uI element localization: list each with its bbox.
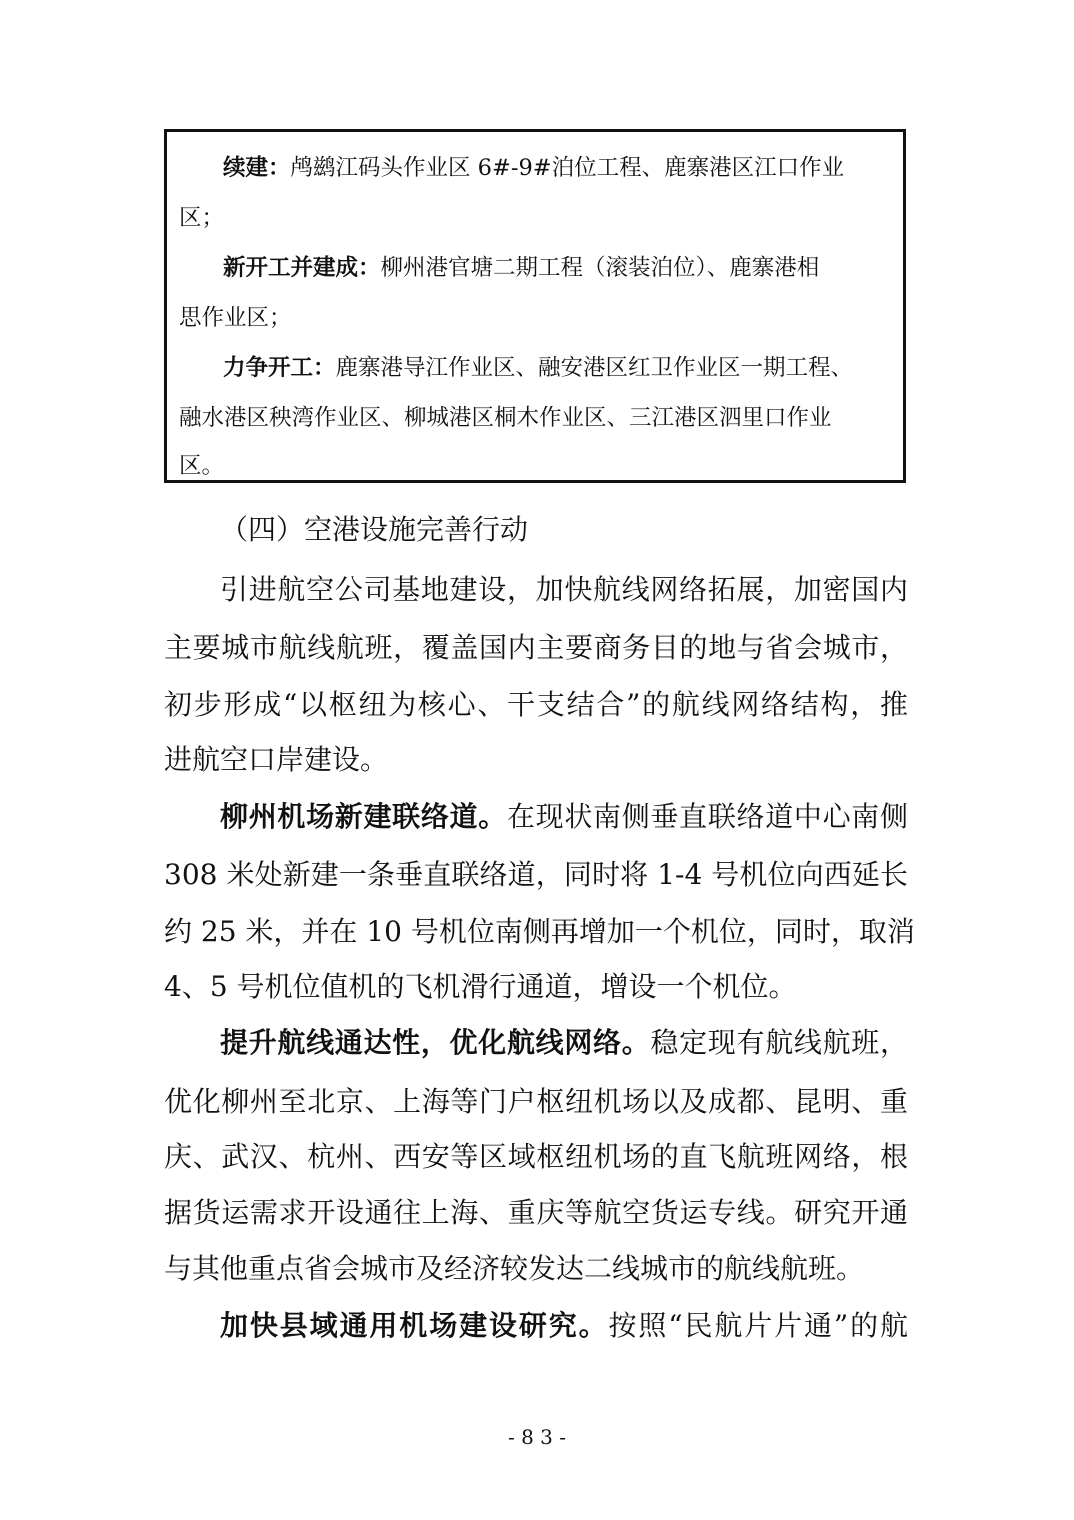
para1-line3: 初步形成“以枢纽为核心、干支结合”的航线网络结构，推 xyxy=(164,688,908,721)
para3-line5: 与其他重点省会城市及经济较发达二线城市的航线航班。 xyxy=(164,1252,865,1285)
para2-title: 柳州机场新建联络道。 xyxy=(220,800,507,833)
box-p3-line1: 力争开工：鹿寨港导江作业区、融安港区红卫作业区一期工程、 xyxy=(223,355,854,381)
para2-line2: 308 米处新建一条垂直联络道，同时将 1-4 号机位向西延长 xyxy=(164,858,908,891)
box-p2-line2: 思作业区； xyxy=(179,305,292,331)
para4-title: 加快县域通用机场建设研究。 xyxy=(220,1309,609,1342)
para3-line4: 据货运需求开设通往上海、重庆等航空货运专线。研究开通 xyxy=(164,1196,908,1229)
para2-line1: 柳州机场新建联络道。在现状南侧垂直联络道中心南侧 xyxy=(220,800,908,833)
para1-line4: 进航空口岸建设。 xyxy=(164,743,389,776)
section-heading: （四）空港设施完善行动 xyxy=(220,513,529,546)
box-p2-line1: 新开工并建成：柳州港官塘二期工程（滚装泊位）、鹿寨港相 xyxy=(223,255,820,281)
box-p1-line2: 区； xyxy=(179,205,225,231)
page-number: - 8 3 - xyxy=(507,1425,567,1449)
para4-line1: 加快县域通用机场建设研究。按照“民航片片通”的航 xyxy=(220,1309,908,1342)
port-projects-box xyxy=(164,129,906,483)
para3-line1: 提升航线通达性，优化航线网络。稳定现有航线航班， xyxy=(220,1026,908,1059)
box-p3-line2: 融水港区秧湾作业区、柳城港区桐木作业区、三江港区泗里口作业 xyxy=(179,405,832,431)
box-p1-title: 续建： xyxy=(223,155,291,181)
para2-line4: 4、5 号机位值机的飞机滑行通道，增设一个机位。 xyxy=(164,970,797,1003)
box-p2-title: 新开工并建成： xyxy=(223,255,381,281)
para3-title: 提升航线通达性，优化航线网络。 xyxy=(220,1026,651,1059)
para2-line3: 约 25 米，并在 10 号机位南侧再增加一个机位，同时，取消 xyxy=(164,915,915,948)
para3-line2: 优化柳州至北京、上海等门户枢纽机场以及成都、昆明、重 xyxy=(164,1085,908,1118)
box-p3-line3: 区。 xyxy=(179,453,225,479)
box-p1-line1: 续建：鸬鹚江码头作业区 6#-9#泊位工程、鹿寨港区江口作业 xyxy=(223,155,845,181)
para1-line2: 主要城市航线航班，覆盖国内主要商务目的地与省会城市， xyxy=(164,631,908,664)
box-p3-title: 力争开工： xyxy=(223,355,336,381)
para3-line3: 庆、武汉、杭州、西安等区域枢纽机场的直飞航班网络，根 xyxy=(164,1140,908,1173)
para1-line1: 引进航空公司基地建设，加快航线网络拓展，加密国内 xyxy=(220,573,908,606)
